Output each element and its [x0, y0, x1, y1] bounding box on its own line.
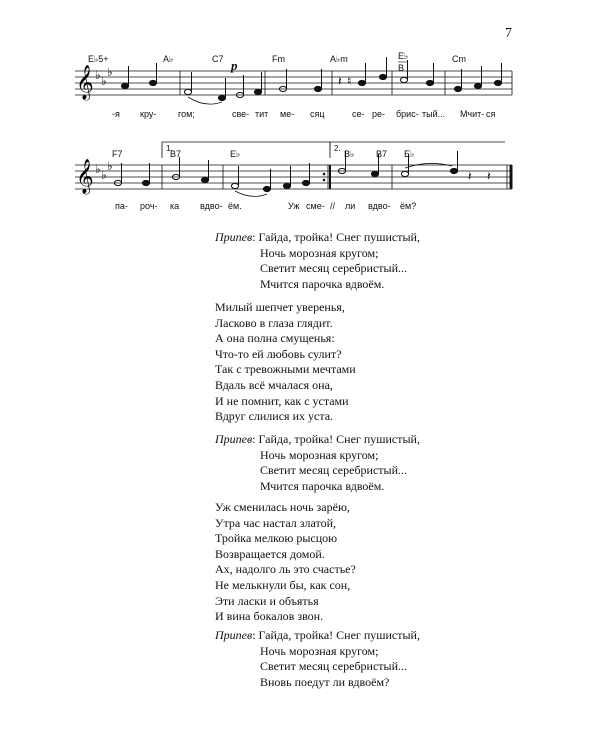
chord-symbol: A♭ — [163, 54, 174, 64]
lyric-syllable: ре- — [372, 109, 386, 119]
lyric-line: Милый шепчет уверенья, — [215, 300, 345, 314]
refrain-stanza: Припев: Гайда, тройка! Снег пушистый, Ночь морозная кругом; Светит месяц серебристый... Вновь поедут ли вдвоём? — [215, 628, 420, 689]
lyric-syllable: вдво- — [368, 201, 391, 211]
lyric-line: А она полна смущенья: — [215, 331, 335, 346]
lyric-line: Уж сменилась ночь зарёю, — [215, 500, 350, 514]
lyric-line: Тройка мелкою рысцою — [215, 531, 338, 546]
chord-symbol: B7 — [376, 149, 388, 159]
key-signature-flat: ♭ — [101, 168, 107, 182]
staff-system-2 — [75, 142, 512, 211]
lyric-syllable: све- — [232, 109, 250, 119]
lyric-line: Ночь морозная кругом; — [260, 447, 379, 462]
key-signature-flat: ♭ — [101, 74, 107, 88]
chord-symbol: B7 — [170, 149, 182, 159]
lyric-syllable: сме- — [306, 201, 325, 211]
lyric-syllable: Уж — [288, 201, 300, 211]
lyric-line: Ночь морозная кругом; — [260, 245, 379, 260]
lyric-line: Эти ласки и объятья — [215, 593, 319, 608]
lyric-syllable: се- — [352, 109, 365, 119]
lyric-syllable: ли — [345, 201, 356, 211]
lyric-syllable: кру- — [140, 109, 157, 119]
chord-symbol: E♭5+ — [88, 54, 109, 64]
lyric-syllable: тый... — [422, 109, 446, 119]
lyric-syllable: брис- — [396, 109, 419, 119]
chord-symbol: E♭ — [404, 149, 415, 159]
refrain-stanza: Припев: Гайда, тройка! Снег пушистый, Ночь морозная кругом; Светит месяц серебристый... Мчится парочка вдвоём. — [215, 230, 420, 291]
dynamic-marking: p — [231, 58, 238, 73]
verse-stanza — [215, 500, 356, 625]
lyric-line: Гайда, тройка! Снег пушистый, — [258, 432, 420, 446]
chord-symbol: A♭m — [330, 54, 348, 64]
key-signature-flat: ♭ — [107, 159, 113, 173]
lyric-syllable: Мчит- — [460, 109, 485, 119]
lyric-line: И вина бокалов звон. — [215, 609, 324, 624]
key-signature-flat: ♭ — [95, 68, 101, 82]
chord-symbol: F7 — [112, 149, 123, 159]
lyric-line: Мчится парочка вдвоём. — [260, 478, 385, 493]
page-number: 7 — [505, 26, 512, 41]
chord-symbol: Fm — [272, 54, 285, 64]
lyric-line: Так с тревожными мечтами — [215, 362, 356, 377]
key-signature-flat: ♭ — [95, 162, 101, 176]
lyric-syllable: гом; — [178, 109, 195, 119]
music-score — [0, 0, 600, 220]
svg-text:𝄽: 𝄽 — [487, 169, 491, 183]
chord-symbol: E♭ — [398, 51, 409, 61]
lyric-syllable: вдво- — [200, 201, 223, 211]
lyric-syllable: ме- — [280, 109, 295, 119]
lyric-syllable: тит — [255, 109, 269, 119]
lyric-line: Что-то ей любовь сулит? — [215, 346, 342, 361]
lyric-line: Светит месяц серебристый... — [260, 659, 408, 674]
lyric-line: Ах, надолго ль это счастье? — [215, 562, 356, 577]
staff-system-1 — [75, 51, 512, 119]
verse-stanza — [215, 300, 356, 425]
lyric-line: Светит месяц серебристый... — [260, 463, 408, 478]
lyric-syllable: ся — [486, 109, 496, 119]
key-signature-flat: ♭ — [107, 65, 113, 79]
lyric-line: Гайда, тройка! Снег пушистый, — [258, 230, 420, 244]
chord-symbol: Cm — [452, 54, 466, 64]
chord-symbol: B — [398, 63, 405, 73]
refrain-label: Припев — [215, 230, 253, 244]
refrain-stanza: Припев: Гайда, тройка! Снег пушистый, Ночь морозная кругом; Светит месяц серебристый... Мчится парочка вдвоём. — [215, 432, 420, 493]
chord-symbol: C7 — [212, 54, 224, 64]
lyric-line: Возвращается домой. — [215, 546, 325, 561]
lyric-syllable: ём. — [228, 201, 242, 211]
lyric-syllable: -я — [112, 109, 120, 119]
chord-symbol: E♭ — [230, 149, 241, 159]
volta-label: 2. — [334, 144, 341, 153]
lyric-line: И не помнит, как с устами — [215, 393, 349, 408]
lyric-line: Вдаль всё мчалася она, — [215, 377, 333, 392]
lyric-syllable: // — [330, 201, 336, 211]
lyric-line: Вдруг слилися их уста. — [215, 409, 334, 424]
lyric-line: Ласково в глаза глядит. — [215, 315, 333, 330]
lyric-syllable: ка — [170, 201, 180, 211]
lyric-line: Мчится парочка вдвоём. — [260, 276, 385, 291]
lyric-line: Гайда, тройка! Снег пушистый, — [258, 628, 420, 642]
lyric-syllable: сяц — [310, 109, 325, 119]
lyric-line: Не мелькнули бы, как сон, — [215, 577, 351, 592]
svg-text:♮: ♮ — [347, 74, 352, 88]
lyric-syllable: па- — [115, 201, 128, 211]
lyric-syllable: ём? — [400, 201, 417, 211]
lyric-line: Светит месяц серебристый... — [260, 261, 408, 276]
volta-label: 1. — [166, 144, 173, 153]
lyric-line: Ночь морозная кругом; — [260, 643, 379, 658]
refrain-label: Припев — [215, 628, 253, 642]
lyric-line: Утра час настал златой, — [215, 515, 337, 530]
chord-symbol: B♭ — [344, 149, 355, 159]
svg-text:𝄽: 𝄽 — [468, 169, 472, 183]
svg-text:𝄽: 𝄽 — [338, 74, 342, 88]
lyric-syllable: роч- — [140, 201, 158, 211]
treble-clef-icon: 𝄞 — [76, 160, 94, 193]
refrain-label: Припев — [215, 432, 253, 446]
lyric-line: Вновь поедут ли вдвоём? — [260, 674, 390, 689]
treble-clef-icon: 𝄞 — [76, 66, 94, 99]
